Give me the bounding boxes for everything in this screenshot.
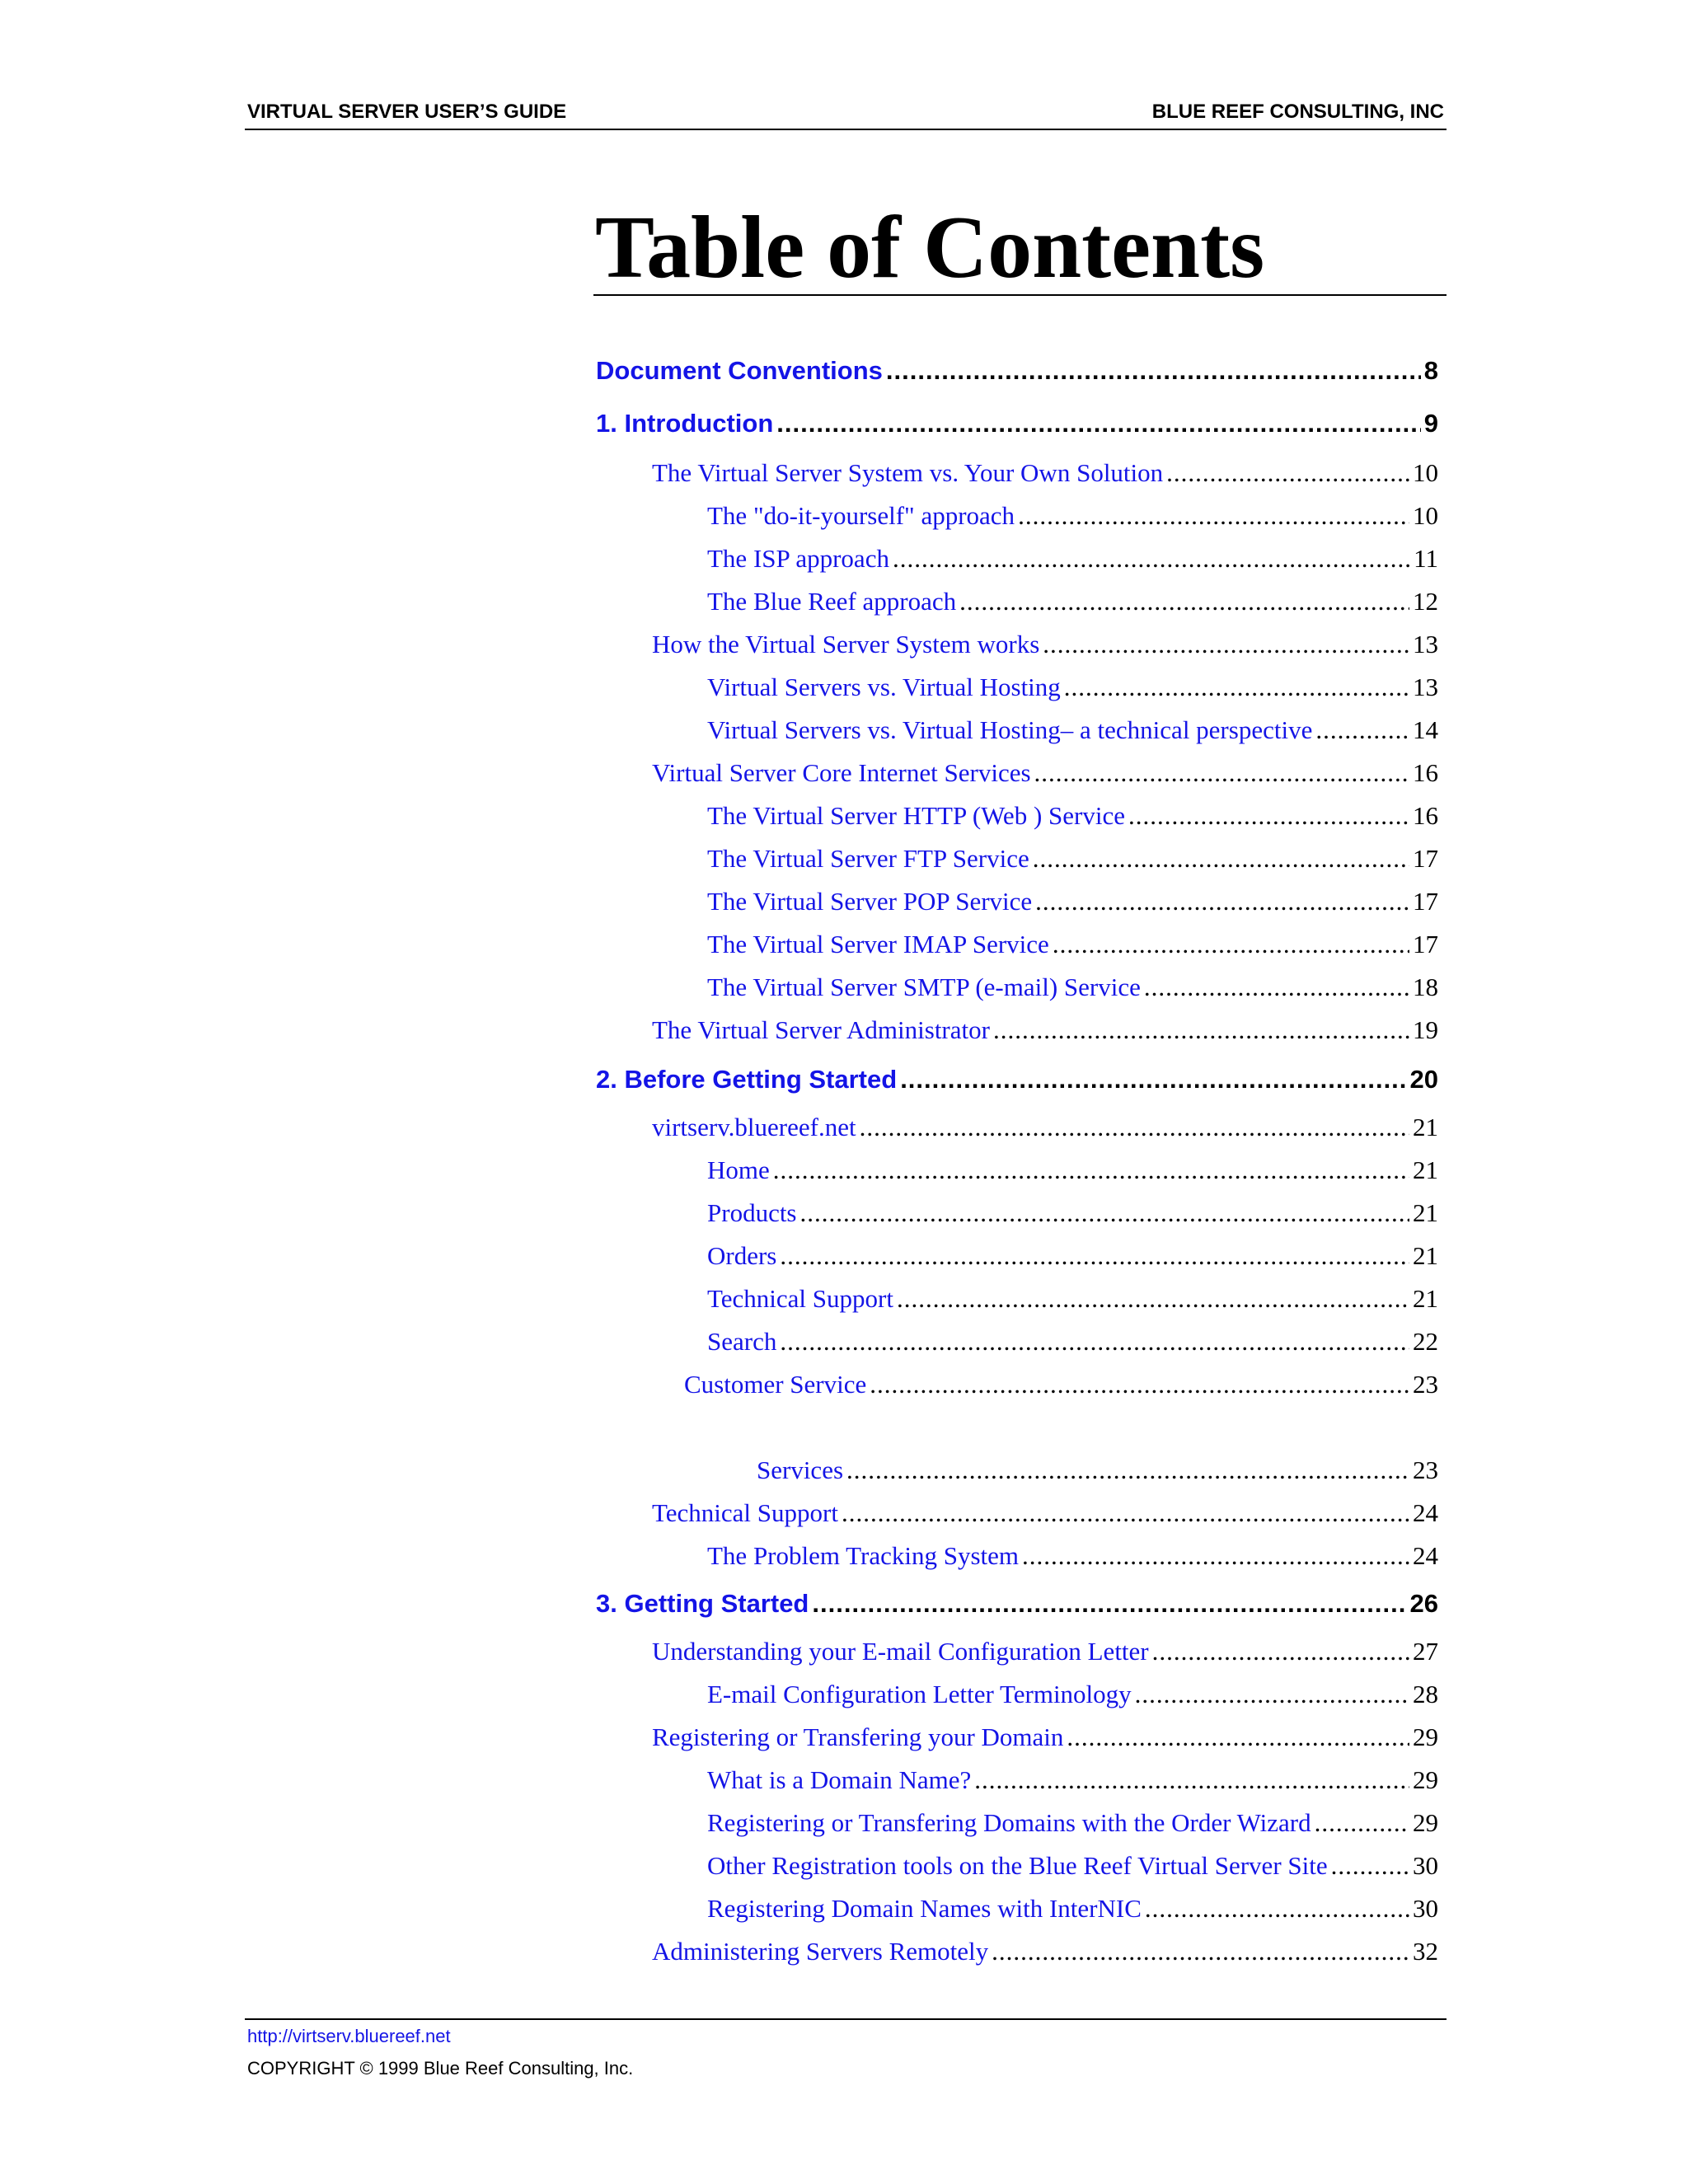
toc-page-number: 23: [1413, 1455, 1438, 1484]
toc-page-number: 21: [1413, 1113, 1438, 1141]
dot-leader: [1315, 1808, 1409, 1838]
toc-page-number: 17: [1413, 844, 1438, 873]
toc-entry[interactable]: [707, 501, 1438, 537]
toc-page-number: 26: [1409, 1589, 1438, 1618]
toc-entry-title[interactable]: The Problem Tracking System: [707, 1541, 1020, 1570]
dot-leader: [780, 1241, 1409, 1271]
dot-leader: [1145, 1894, 1409, 1924]
toc-entry-title[interactable]: Virtual Servers vs. Virtual Hosting– a technical perspective: [707, 715, 1313, 744]
toc-entry[interactable]: [652, 1937, 1438, 1973]
toc-entry[interactable]: [707, 1284, 1438, 1320]
toc-entry-title[interactable]: Other Registration tools on the Blue Reef Virtual Server Site: [707, 1851, 1328, 1880]
toc-entry[interactable]: [652, 1637, 1438, 1673]
toc-page-number: 28: [1413, 1680, 1438, 1708]
toc-entry[interactable]: [596, 409, 1438, 445]
dot-leader: [900, 1065, 1406, 1094]
toc-entry-title[interactable]: The Virtual Server POP Service: [707, 887, 1033, 916]
page-title: Table of Contents: [595, 199, 1265, 297]
dot-leader: [780, 1327, 1409, 1357]
footer-copyright: COPYRIGHT © 1999 Blue Reef Consulting, Inc.: [247, 2058, 634, 2079]
toc-page-number: 10: [1413, 458, 1438, 487]
toc-entry[interactable]: [707, 1808, 1438, 1844]
toc-entry[interactable]: [707, 1327, 1438, 1363]
toc-page-number: 30: [1413, 1851, 1438, 1880]
toc-entry[interactable]: [652, 1015, 1438, 1052]
dot-leader: [1144, 972, 1409, 1002]
toc-entry-title[interactable]: The "do-it-yourself" approach: [707, 501, 1015, 530]
toc-page-number: 29: [1413, 1808, 1438, 1837]
toc-entry[interactable]: [707, 1894, 1438, 1930]
toc-entry[interactable]: [707, 673, 1438, 709]
dot-leader: [1067, 1722, 1409, 1752]
dot-leader: [1043, 630, 1409, 659]
header-guide-title: VIRTUAL SERVER USER’S GUIDE: [247, 101, 567, 123]
dot-leader: [974, 1765, 1409, 1795]
running-header: [245, 99, 1447, 130]
dot-leader: [1035, 887, 1409, 916]
toc-entry-title[interactable]: E-mail Configuration Letter Terminology: [707, 1680, 1132, 1708]
toc-entry-title[interactable]: 3. Getting Started: [596, 1589, 809, 1618]
dot-leader: [842, 1498, 1409, 1528]
dot-leader: [959, 587, 1409, 616]
toc-page-number: 21: [1413, 1198, 1438, 1227]
toc-page-number: 21: [1413, 1155, 1438, 1184]
toc-entry[interactable]: [652, 1498, 1438, 1535]
toc-entry[interactable]: [652, 1113, 1438, 1149]
dot-leader: [993, 1015, 1409, 1045]
toc-page-number: 24: [1413, 1541, 1438, 1570]
toc-entry[interactable]: [707, 1680, 1438, 1716]
toc-page-number: 21: [1413, 1241, 1438, 1270]
toc-entry[interactable]: [707, 972, 1438, 1009]
toc-entry-title[interactable]: Document Conventions: [596, 356, 883, 385]
dot-leader: [886, 356, 1421, 386]
footer-divider: [245, 2018, 1447, 2020]
dot-leader: [1128, 801, 1409, 831]
toc-entry-title[interactable]: Registering Domain Names with InterNIC: [707, 1894, 1142, 1923]
toc-entry[interactable]: [707, 1541, 1438, 1577]
toc-entry[interactable]: [652, 758, 1438, 794]
toc-entry-title[interactable]: Orders: [707, 1241, 777, 1270]
toc-entry-title[interactable]: 1. Introduction: [596, 409, 774, 438]
toc-page-number: 13: [1413, 630, 1438, 658]
toc-entry[interactable]: [757, 1455, 1438, 1492]
toc-page-number: 16: [1413, 758, 1438, 787]
toc-page-number: 14: [1413, 715, 1438, 744]
toc-entry-title[interactable]: virtserv.bluereef.net: [652, 1113, 856, 1141]
toc-entry-title[interactable]: Registering or Transfering your Domain: [652, 1722, 1064, 1751]
toc-page-number: 19: [1413, 1015, 1438, 1044]
toc-page-number: 21: [1413, 1284, 1438, 1313]
toc-entry[interactable]: [707, 1241, 1438, 1277]
toc-page-number: 12: [1413, 587, 1438, 616]
toc-entry-title[interactable]: The Virtual Server System vs. Your Own Solution: [652, 458, 1164, 487]
toc-entry[interactable]: [707, 844, 1438, 880]
toc-page-number: 27: [1413, 1637, 1438, 1666]
dot-leader: [1053, 930, 1409, 959]
toc-entry-title[interactable]: The Virtual Server FTP Service: [707, 844, 1029, 873]
toc-entry-title[interactable]: Services: [757, 1455, 844, 1484]
toc-page-number: 22: [1413, 1327, 1438, 1356]
dot-leader: [773, 1155, 1409, 1185]
header-company-name: BLUE REEF CONSULTING, INC: [1151, 101, 1444, 123]
toc-page-number: 18: [1413, 972, 1438, 1001]
toc-entry-title[interactable]: The Virtual Server Administrator: [652, 1015, 990, 1044]
toc-entry-title[interactable]: The Virtual Server SMTP (e-mail) Service: [707, 972, 1141, 1001]
toc-page-number: 16: [1413, 801, 1438, 830]
toc-entry-title[interactable]: The Virtual Server HTTP (Web ) Service: [707, 801, 1125, 830]
toc-entry-title[interactable]: Customer Service: [684, 1370, 867, 1399]
toc-entry-title[interactable]: Registering or Transfering Domains with the Order Wizard: [707, 1808, 1311, 1837]
dot-leader: [812, 1589, 1406, 1619]
dot-leader: [870, 1370, 1409, 1399]
toc-entry[interactable]: [707, 1155, 1438, 1192]
toc-entry[interactable]: [707, 587, 1438, 623]
toc-entry-title[interactable]: What is a Domain Name?: [707, 1765, 972, 1794]
toc-page-number: 30: [1413, 1894, 1438, 1923]
footer-website-link[interactable]: http://virtserv.bluereef.net: [247, 2026, 451, 2046]
dot-leader: [1331, 1851, 1409, 1881]
toc-page-number: 20: [1409, 1065, 1438, 1094]
toc-page-number: 29: [1413, 1765, 1438, 1794]
toc-entry[interactable]: [707, 544, 1438, 580]
toc-entry[interactable]: [684, 1370, 1438, 1406]
toc-page-number: 32: [1413, 1937, 1438, 1966]
toc-entry-title[interactable]: Administering Servers Remotely: [652, 1937, 989, 1966]
toc-page-number: 13: [1413, 673, 1438, 701]
dot-leader: [1166, 458, 1409, 488]
dot-leader: [897, 1284, 1409, 1314]
toc-page-number: 24: [1413, 1498, 1438, 1527]
toc-entry-title[interactable]: Virtual Server Core Internet Services: [652, 758, 1031, 787]
toc-entry[interactable]: [707, 801, 1438, 837]
toc-entry[interactable]: [707, 1765, 1438, 1802]
toc-entry[interactable]: [707, 1851, 1438, 1887]
toc-page-number: 17: [1413, 887, 1438, 916]
toc-entry-title[interactable]: The ISP approach: [707, 544, 889, 573]
dot-leader: [776, 409, 1420, 438]
toc-entry-title[interactable]: 2. Before Getting Started: [596, 1065, 898, 1094]
dot-leader: [1022, 1541, 1409, 1571]
toc-entry-title[interactable]: The Virtual Server IMAP Service: [707, 930, 1049, 958]
dot-leader: [893, 544, 1410, 574]
dot-leader: [846, 1455, 1409, 1485]
toc-page-number: 17: [1413, 930, 1438, 958]
toc-entry-title[interactable]: How the Virtual Server System works: [652, 630, 1040, 658]
toc-entry-title[interactable]: Technical Support: [707, 1284, 893, 1313]
dot-leader: [800, 1198, 1410, 1228]
toc-page-number: 9: [1423, 409, 1438, 438]
toc-entry[interactable]: [707, 715, 1438, 752]
dot-leader: [992, 1937, 1409, 1966]
toc-entry[interactable]: [652, 1722, 1438, 1759]
toc-entry-title[interactable]: Home: [707, 1155, 770, 1184]
toc-entry[interactable]: [596, 1589, 1438, 1625]
title-underline: [593, 294, 1447, 296]
dot-leader: [1033, 844, 1409, 874]
toc-entry-title[interactable]: Technical Support: [652, 1498, 838, 1527]
toc-entry[interactable]: [652, 630, 1438, 666]
toc-entry-title[interactable]: Virtual Servers vs. Virtual Hosting: [707, 673, 1061, 701]
toc-page-number: 29: [1413, 1722, 1438, 1751]
toc-entry-title[interactable]: Products: [707, 1198, 797, 1227]
dot-leader: [1152, 1637, 1409, 1666]
dot-leader: [860, 1113, 1409, 1142]
toc-entry[interactable]: [652, 458, 1438, 494]
toc-page-number: 8: [1423, 356, 1438, 385]
toc-entry-title[interactable]: The Blue Reef approach: [707, 587, 957, 616]
dot-leader: [1018, 501, 1409, 531]
toc-entry-title[interactable]: Search: [707, 1327, 777, 1356]
toc-entry[interactable]: [707, 887, 1438, 923]
toc-entry-title[interactable]: Understanding your E-mail Configuration Letter: [652, 1637, 1149, 1666]
dot-leader: [1034, 758, 1409, 788]
dot-leader: [1315, 715, 1409, 745]
dot-leader: [1135, 1680, 1409, 1709]
dot-leader: [1064, 673, 1409, 702]
toc-entry[interactable]: [596, 1065, 1438, 1101]
toc-entry[interactable]: [707, 1198, 1438, 1235]
toc-page-number: 23: [1413, 1370, 1438, 1399]
toc-page-number: 10: [1413, 501, 1438, 530]
toc-entry[interactable]: [596, 356, 1438, 392]
toc-entry[interactable]: [707, 930, 1438, 966]
toc-page-number: 11: [1414, 544, 1438, 573]
